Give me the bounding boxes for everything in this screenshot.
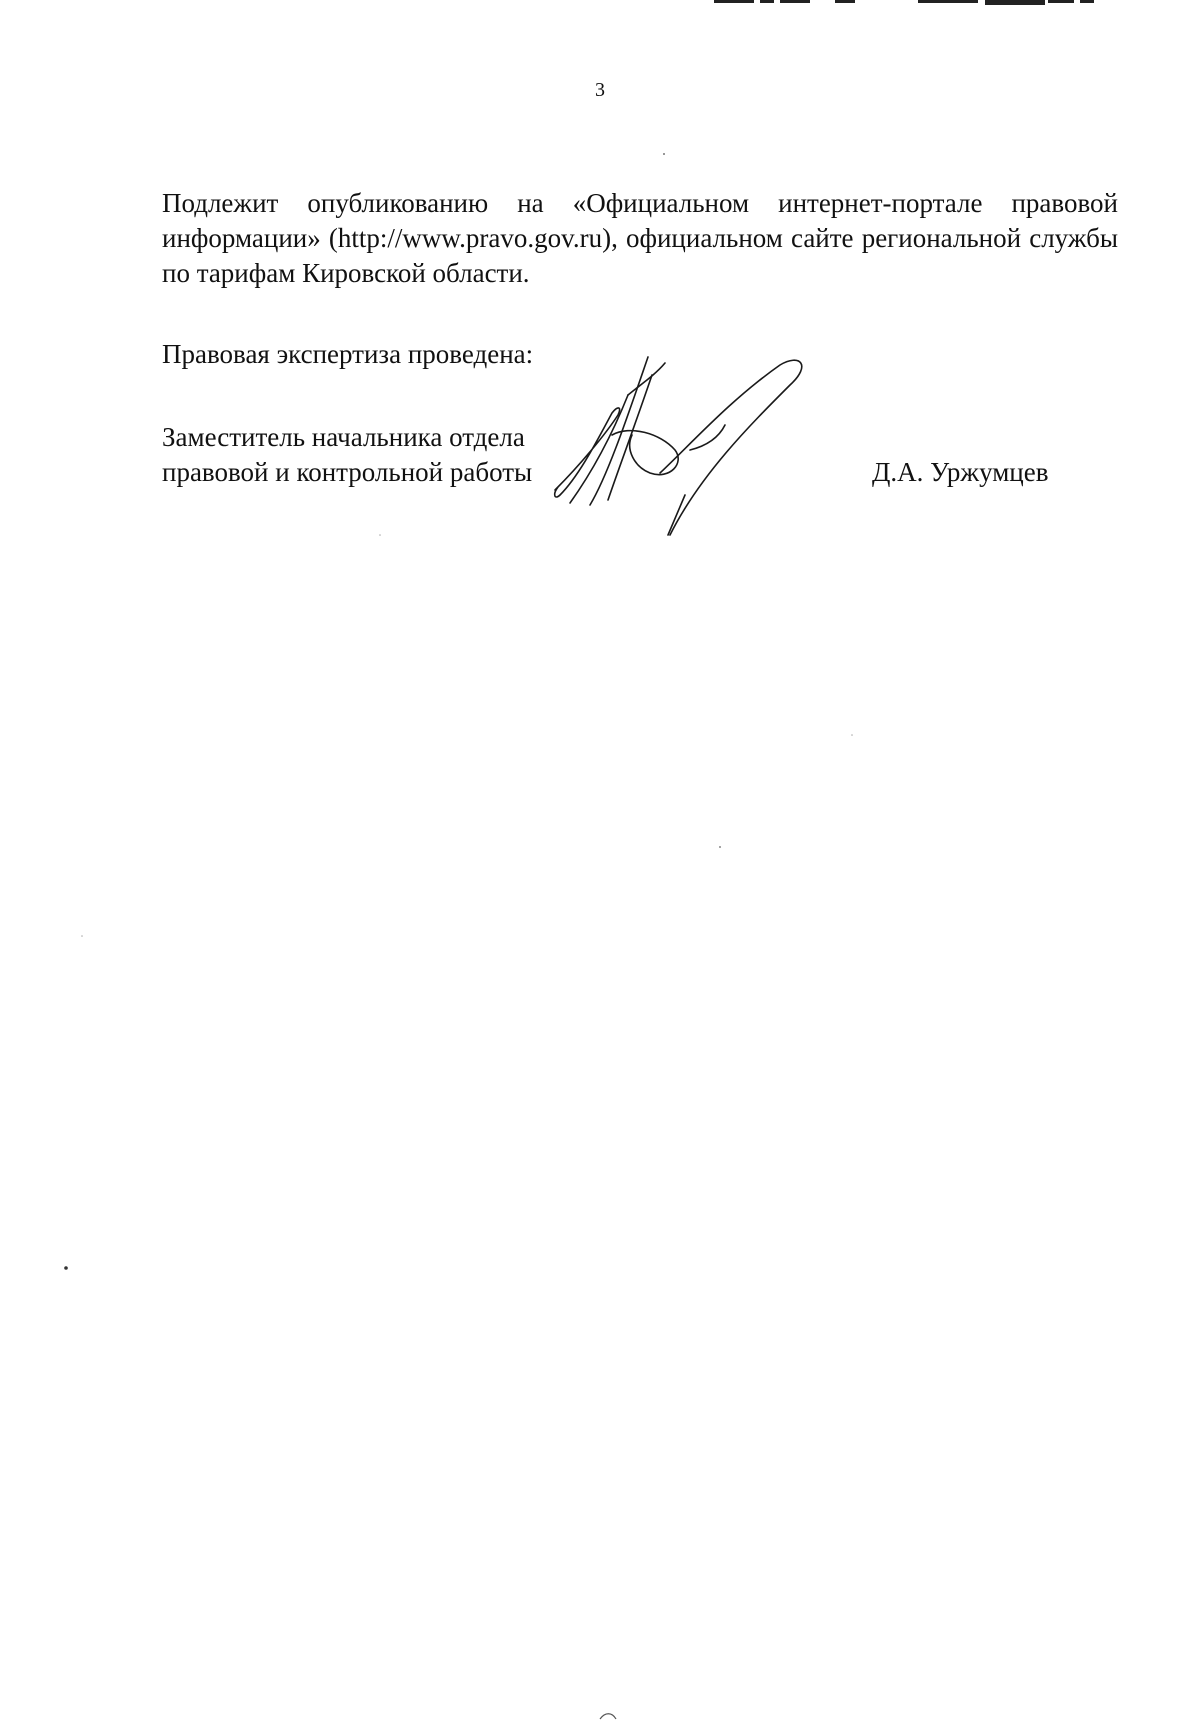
publication-note: Подлежит опубликованию на «Официальном интернет-портале правовой информации» (http://www.pravo.gov.ru), официальном сайте региональной службы по тарифам Кировской области.: [162, 188, 1118, 288]
handwritten-signature-icon: [550, 355, 880, 555]
signatory-position: [162, 420, 532, 490]
legal-expertise-statement: Правовая экспертиза проведена:: [162, 339, 534, 369]
page-number: 3: [595, 79, 605, 101]
signatory-position-line-1: Заместитель начальника отдела: [162, 422, 525, 452]
signatory-position-line-2: правовой и контрольной работы: [162, 457, 533, 487]
signer-name: Д.А. Уржумцев: [872, 457, 1049, 487]
